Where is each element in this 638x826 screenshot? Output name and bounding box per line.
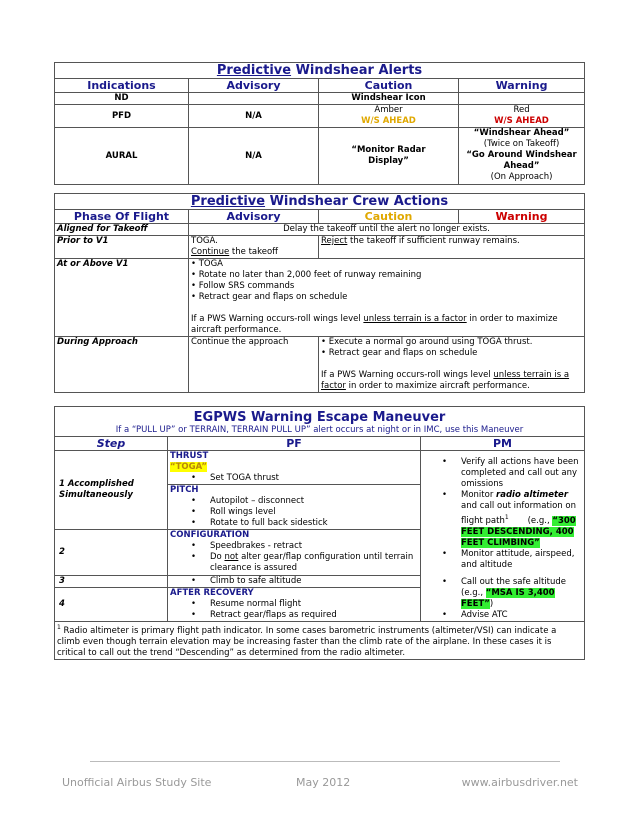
- footer: [62, 776, 578, 792]
- pm-column: • Verify all actions have been completed and call out any omissions • Monitor radio altimeter and call out information on flight path$^1$ (e.g., “300 FEET DESCENDING, 400 FEET CLIMBING” • Monitor attitude, airspeed, and altitude • Call out the safe altitude (e.g., “MSA IS 3,400 FEET”) • Advise ATC: [421, 451, 585, 622]
- red-ws-ahead: W/S AHEAD: [494, 116, 549, 126]
- escape-subtitle: If a “PULL UP” or TERRAIN, TERRAIN PULL UP” alert occurs at night or in IMC, use this Maneuver: [55, 425, 585, 437]
- msa-callout: “MSA IS 3,400 FEET”: [461, 587, 555, 609]
- nd-row: ND Windshear Icon: [55, 93, 585, 105]
- crew-actions-table: [54, 193, 585, 393]
- header-warning: Warning: [459, 79, 585, 93]
- header-caution-2: Caution: [319, 210, 459, 224]
- step-4: 4: [55, 587, 168, 621]
- footer-divider: [90, 761, 560, 762]
- prior-v1-row: Prior to V1 TOGA. Continue the takeoff Reject the takeoff if sufficient runway remains.: [55, 236, 585, 259]
- above-v1-row: At or Above V1 • TOGA • Rotate no later than 2,000 feet of runway remaining • Follow SRS commands • Retract gear and flaps on schedule If a PWS Warning occurs-roll wings level unless terrain is a factor in order to maximize aircraft performance.: [55, 259, 585, 337]
- footnote: $^1$ Radio altimeter is primary flight path indicator. In some cases barometric instruments (altimeter/VSI) can indicate a climb even though terrain elevation may be increasing faster than the climb rate of the airplane. In these cases it is critical to call out the trend “Descending” as determined from the radio altimeter.: [55, 621, 585, 659]
- approach-row: During Approach Continue the approach • Execute a normal go around using TOGA thrust. • Retract gear and flaps on schedule If a PWS Warning occurs-roll wings level unless terrain is a factor in order to maximize aircraft performance.: [55, 337, 585, 393]
- step1-row: 1 Accomplished Simultaneously THRUST “TOGA” • Set TOGA thrust PITCH • Autopilot – disconnect • Roll wings level • Rotate to full back sidestick • Verify all actions have been completed and call out any omissions • Monitor radio altimeter and call out information on flight path$^1$ (e.g., “300 FEET DESCENDING, 400 FEET CLIMBING” • Monitor attitude, airspeed, and altitude • Call out the safe altitude (e.g., “MSA IS 3,400 FEET”) • Advise ATC: [55, 451, 585, 530]
- amber-ws-ahead: W/S AHEAD: [361, 116, 416, 126]
- header-pm: PM: [421, 437, 585, 451]
- header-step: Step: [55, 437, 168, 451]
- header-phase: Phase Of Flight: [55, 210, 189, 224]
- toga-callout: “TOGA”: [170, 462, 207, 472]
- escape-title: EGPWS Warning Escape Maneuver: [55, 407, 585, 426]
- footnote-row: [55, 621, 585, 659]
- pfd-row: PFD N/A Amber W/S AHEAD Red W/S AHEAD: [55, 105, 585, 128]
- footer-center: May 2012: [296, 776, 351, 789]
- escape-maneuver-table: [54, 406, 585, 660]
- step-3: 3: [55, 575, 168, 587]
- crew-actions-title: Predictive Windshear Crew Actions: [55, 194, 585, 210]
- header-warning-2: Warning: [459, 210, 585, 224]
- step-1: 1 Accomplished Simultaneously: [55, 451, 168, 530]
- header-advisory-2: Advisory: [189, 210, 319, 224]
- footer-left: Unofficial Airbus Study Site: [62, 776, 212, 789]
- header-advisory: Advisory: [189, 79, 319, 93]
- step-2: 2: [55, 530, 168, 575]
- altitude-callout: “300 FEET DESCENDING, 400 FEET CLIMBING”: [461, 515, 576, 548]
- header-pf: PF: [168, 437, 421, 451]
- footer-right: www.airbusdriver.net: [461, 776, 578, 789]
- header-caution: Caution: [319, 79, 459, 93]
- step4-row: 4 AFTER RECOVERY • Resume normal flight • Retract gear/flaps as required: [55, 587, 585, 621]
- step3-row: 3 • Climb to safe altitude: [55, 575, 585, 587]
- aural-row: AURAL N/A “Monitor Radar Display” “Windshear Ahead” (Twice on Takeoff) “Go Around Windshear Ahead” (On Approach): [55, 128, 585, 185]
- aligned-row: Aligned for Takeoff Delay the takeoff until the alert no longer exists.: [55, 224, 585, 236]
- alerts-title: Predictive Windshear Alerts: [55, 63, 585, 79]
- windshear-alerts-table: [54, 62, 585, 185]
- header-indications: Indications: [55, 79, 189, 93]
- step2-row: 2 CONFIGURATION • Speedbrakes - retract • Do not alter gear/flap configuration until terrain clearance is assured: [55, 530, 585, 575]
